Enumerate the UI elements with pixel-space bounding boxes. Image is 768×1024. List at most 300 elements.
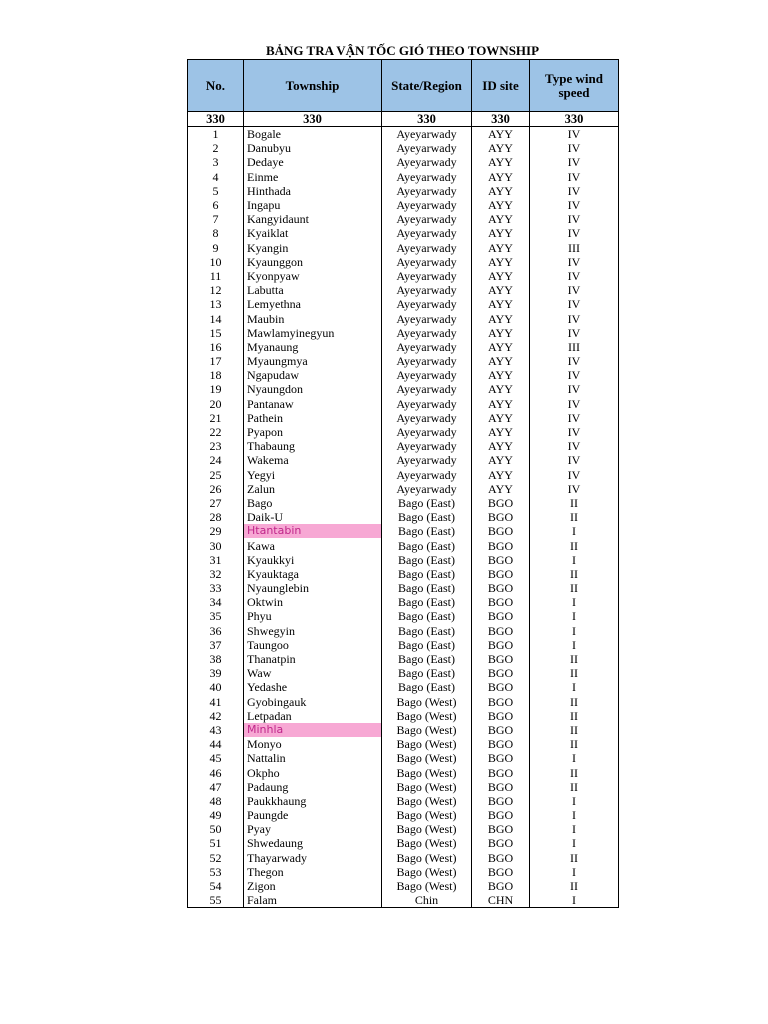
cell-type-wind-speed: IV (530, 326, 619, 340)
cell-township: Bago (244, 496, 382, 510)
cell-type-wind-speed: IV (530, 198, 619, 212)
cell-township: Padaung (244, 780, 382, 794)
table-row (188, 198, 619, 212)
table-row (188, 439, 619, 453)
cell-township: Danubyu (244, 141, 382, 155)
cell-no: 4 (188, 170, 244, 184)
cell-id-site: AYY (472, 283, 530, 297)
cell-no: 51 (188, 836, 244, 850)
cell-type-wind-speed: I (530, 836, 619, 850)
cell-township: Zalun (244, 482, 382, 496)
cell-no: 6 (188, 198, 244, 212)
cell-state-region: Bago (East) (382, 666, 472, 680)
cell-id-site: BGO (472, 794, 530, 808)
cell-state-region: Ayeyarwady (382, 127, 472, 142)
cell-id-site: BGO (472, 695, 530, 709)
cell-id-site: AYY (472, 241, 530, 255)
table-row (188, 155, 619, 169)
cell-township: Kyaiklat (244, 226, 382, 240)
cell-type-wind-speed: I (530, 624, 619, 638)
table-row (188, 127, 619, 142)
table-row (188, 311, 619, 325)
cell-id-site: AYY (472, 482, 530, 496)
table-row (188, 241, 619, 255)
cell-state-region: Bago (East) (382, 567, 472, 581)
cell-state-region: Ayeyarwady (382, 468, 472, 482)
cell-township: Ingapu (244, 198, 382, 212)
cell-state-region: Bago (East) (382, 524, 472, 538)
cell-id-site: BGO (472, 865, 530, 879)
cell-state-region: Ayeyarwady (382, 340, 472, 354)
cell-id-site: BGO (472, 780, 530, 794)
cell-id-site: AYY (472, 439, 530, 453)
cell-township: Nyaungdon (244, 382, 382, 396)
cell-type-wind-speed: IV (530, 141, 619, 155)
cell-state-region: Bago (East) (382, 595, 472, 609)
header-state-region: State/Region (382, 60, 472, 112)
table-row (188, 723, 619, 737)
cell-township: Thegon (244, 865, 382, 879)
cell-id-site: AYY (472, 326, 530, 340)
cell-township: Labutta (244, 283, 382, 297)
cell-no: 54 (188, 879, 244, 893)
cell-township: Falam (244, 893, 382, 908)
cell-township: Wakema (244, 453, 382, 467)
cell-id-site: AYY (472, 368, 530, 382)
cell-type-wind-speed: II (530, 695, 619, 709)
cell-id-site: BGO (472, 822, 530, 836)
cell-no: 24 (188, 453, 244, 467)
cell-no: 19 (188, 382, 244, 396)
cell-township: Oktwin (244, 595, 382, 609)
header-row (188, 60, 619, 112)
cell-no: 43 (188, 723, 244, 737)
cell-no: 29 (188, 524, 244, 538)
cell-state-region: Ayeyarwady (382, 411, 472, 425)
table-row (188, 184, 619, 198)
cell-id-site: BGO (472, 609, 530, 623)
cell-type-wind-speed: I (530, 808, 619, 822)
table-row (188, 609, 619, 623)
table-row (188, 453, 619, 467)
cell-township: Kangyidaunt (244, 212, 382, 226)
cell-township: Einme (244, 170, 382, 184)
cell-state-region: Bago (West) (382, 879, 472, 893)
header-id-site: ID site (472, 60, 530, 112)
cell-type-wind-speed: IV (530, 283, 619, 297)
cell-no: 48 (188, 794, 244, 808)
cell-state-region: Bago (West) (382, 723, 472, 737)
totals-row (188, 112, 619, 127)
cell-township: Myanaung (244, 340, 382, 354)
cell-id-site: AYY (472, 425, 530, 439)
cell-state-region: Bago (West) (382, 822, 472, 836)
cell-township: Pyay (244, 822, 382, 836)
cell-type-wind-speed: IV (530, 425, 619, 439)
cell-id-site: BGO (472, 496, 530, 510)
cell-no: 8 (188, 226, 244, 240)
cell-no: 34 (188, 595, 244, 609)
cell-id-site: AYY (472, 340, 530, 354)
table-row (188, 624, 619, 638)
cell-type-wind-speed: IV (530, 453, 619, 467)
cell-id-site: AYY (472, 382, 530, 396)
cell-township: Bogale (244, 127, 382, 142)
cell-township: Thabaung (244, 439, 382, 453)
wind-speed-table (187, 59, 619, 908)
table-row (188, 141, 619, 155)
cell-id-site: BGO (472, 751, 530, 765)
total-type: 330 (530, 112, 619, 127)
cell-id-site: AYY (472, 411, 530, 425)
table-row (188, 695, 619, 709)
cell-id-site: AYY (472, 453, 530, 467)
cell-township: Pyapon (244, 425, 382, 439)
cell-state-region: Ayeyarwady (382, 269, 472, 283)
cell-id-site: BGO (472, 652, 530, 666)
cell-no: 23 (188, 439, 244, 453)
table-row (188, 553, 619, 567)
cell-state-region: Bago (East) (382, 680, 472, 694)
table-row (188, 340, 619, 354)
cell-id-site: AYY (472, 155, 530, 169)
cell-no: 5 (188, 184, 244, 198)
cell-state-region: Ayeyarwady (382, 311, 472, 325)
total-no: 330 (188, 112, 244, 127)
cell-township: Taungoo (244, 638, 382, 652)
cell-state-region: Ayeyarwady (382, 184, 472, 198)
cell-state-region: Bago (East) (382, 553, 472, 567)
cell-type-wind-speed: II (530, 652, 619, 666)
cell-state-region: Bago (West) (382, 695, 472, 709)
cell-id-site: AYY (472, 311, 530, 325)
header-type-wind-speed: Type wind speed (530, 60, 619, 112)
cell-type-wind-speed: III (530, 241, 619, 255)
table-row (188, 808, 619, 822)
cell-no: 12 (188, 283, 244, 297)
cell-id-site: AYY (472, 141, 530, 155)
cell-state-region: Bago (West) (382, 836, 472, 850)
table-row (188, 893, 619, 908)
cell-type-wind-speed: II (530, 765, 619, 779)
cell-township: Lemyethna (244, 297, 382, 311)
cell-id-site: BGO (472, 624, 530, 638)
cell-no: 27 (188, 496, 244, 510)
cell-id-site: BGO (472, 595, 530, 609)
cell-id-site: AYY (472, 184, 530, 198)
cell-township: Waw (244, 666, 382, 680)
cell-no: 28 (188, 510, 244, 524)
cell-no: 18 (188, 368, 244, 382)
cell-type-wind-speed: IV (530, 212, 619, 226)
cell-id-site: BGO (472, 666, 530, 680)
table-row (188, 638, 619, 652)
cell-type-wind-speed: I (530, 680, 619, 694)
table-row (188, 709, 619, 723)
cell-no: 10 (188, 255, 244, 269)
cell-type-wind-speed: II (530, 496, 619, 510)
cell-no: 46 (188, 765, 244, 779)
cell-type-wind-speed: I (530, 553, 619, 567)
table-row (188, 581, 619, 595)
table-row (188, 297, 619, 311)
cell-no: 16 (188, 340, 244, 354)
cell-id-site: AYY (472, 255, 530, 269)
cell-no: 45 (188, 751, 244, 765)
cell-id-site: BGO (472, 538, 530, 552)
cell-no: 37 (188, 638, 244, 652)
cell-type-wind-speed: IV (530, 468, 619, 482)
table-row (188, 538, 619, 552)
cell-type-wind-speed: I (530, 865, 619, 879)
table-row (188, 496, 619, 510)
cell-state-region: Bago (West) (382, 751, 472, 765)
cell-no: 22 (188, 425, 244, 439)
table-row (188, 524, 619, 538)
cell-id-site: BGO (472, 524, 530, 538)
cell-id-site: BGO (472, 553, 530, 567)
cell-id-site: AYY (472, 170, 530, 184)
table-row (188, 226, 619, 240)
cell-state-region: Ayeyarwady (382, 212, 472, 226)
cell-township: Pantanaw (244, 397, 382, 411)
total-id: 330 (472, 112, 530, 127)
cell-state-region: Ayeyarwady (382, 226, 472, 240)
table-header (188, 60, 619, 112)
cell-state-region: Ayeyarwady (382, 155, 472, 169)
cell-type-wind-speed: IV (530, 170, 619, 184)
cell-type-wind-speed: IV (530, 226, 619, 240)
cell-township: Kyaukkyi (244, 553, 382, 567)
table-row (188, 255, 619, 269)
table-row (188, 851, 619, 865)
cell-state-region: Ayeyarwady (382, 326, 472, 340)
cell-state-region: Bago (West) (382, 780, 472, 794)
cell-type-wind-speed: III (530, 340, 619, 354)
cell-no: 41 (188, 695, 244, 709)
cell-no: 52 (188, 851, 244, 865)
cell-id-site: AYY (472, 397, 530, 411)
table-row (188, 269, 619, 283)
cell-state-region: Ayeyarwady (382, 297, 472, 311)
cell-no: 55 (188, 893, 244, 908)
cell-no: 49 (188, 808, 244, 822)
table-row (188, 595, 619, 609)
table-row (188, 283, 619, 297)
cell-type-wind-speed: I (530, 609, 619, 623)
cell-township: Nattalin (244, 751, 382, 765)
cell-no: 15 (188, 326, 244, 340)
cell-state-region: Bago (East) (382, 581, 472, 595)
cell-no: 36 (188, 624, 244, 638)
cell-type-wind-speed: II (530, 737, 619, 751)
cell-no: 1 (188, 127, 244, 142)
cell-id-site: BGO (472, 680, 530, 694)
cell-no: 13 (188, 297, 244, 311)
cell-state-region: Ayeyarwady (382, 198, 472, 212)
cell-id-site: BGO (472, 737, 530, 751)
table-row (188, 411, 619, 425)
cell-state-region: Ayeyarwady (382, 382, 472, 396)
cell-type-wind-speed: I (530, 751, 619, 765)
cell-no: 30 (188, 538, 244, 552)
cell-state-region: Ayeyarwady (382, 283, 472, 297)
table-row (188, 354, 619, 368)
cell-township: Paukkhaung (244, 794, 382, 808)
cell-type-wind-speed: IV (530, 255, 619, 269)
cell-no: 14 (188, 311, 244, 325)
cell-township: Monyo (244, 737, 382, 751)
cell-id-site: AYY (472, 297, 530, 311)
cell-state-region: Bago (West) (382, 765, 472, 779)
cell-no: 17 (188, 354, 244, 368)
cell-state-region: Bago (East) (382, 538, 472, 552)
cell-type-wind-speed: IV (530, 411, 619, 425)
cell-state-region: Ayeyarwady (382, 425, 472, 439)
cell-id-site: BGO (472, 723, 530, 737)
cell-type-wind-speed: II (530, 851, 619, 865)
cell-no: 35 (188, 609, 244, 623)
cell-state-region: Bago (West) (382, 709, 472, 723)
cell-state-region: Chin (382, 893, 472, 908)
cell-type-wind-speed: IV (530, 297, 619, 311)
cell-state-region: Ayeyarwady (382, 368, 472, 382)
cell-state-region: Bago (West) (382, 794, 472, 808)
cell-township: Kyauktaga (244, 567, 382, 581)
cell-id-site: BGO (472, 709, 530, 723)
cell-id-site: BGO (472, 879, 530, 893)
cell-no: 21 (188, 411, 244, 425)
cell-township: Myaungmya (244, 354, 382, 368)
header-no: No. (188, 60, 244, 112)
cell-type-wind-speed: IV (530, 482, 619, 496)
cell-type-wind-speed: I (530, 893, 619, 908)
cell-id-site: AYY (472, 354, 530, 368)
cell-id-site: BGO (472, 638, 530, 652)
cell-type-wind-speed: IV (530, 354, 619, 368)
cell-type-wind-speed: II (530, 567, 619, 581)
cell-state-region: Ayeyarwady (382, 241, 472, 255)
cell-type-wind-speed: IV (530, 397, 619, 411)
table-row (188, 212, 619, 226)
table-row (188, 425, 619, 439)
cell-state-region: Bago (East) (382, 510, 472, 524)
cell-state-region: Bago (West) (382, 851, 472, 865)
cell-type-wind-speed: II (530, 723, 619, 737)
cell-type-wind-speed: II (530, 510, 619, 524)
cell-state-region: Bago (West) (382, 865, 472, 879)
cell-state-region: Ayeyarwady (382, 255, 472, 269)
cell-township: Htantabin (244, 524, 382, 538)
cell-type-wind-speed: II (530, 879, 619, 893)
cell-state-region: Ayeyarwady (382, 354, 472, 368)
cell-no: 50 (188, 822, 244, 836)
cell-id-site: BGO (472, 765, 530, 779)
cell-township: Pathein (244, 411, 382, 425)
cell-id-site: BGO (472, 581, 530, 595)
table-row (188, 666, 619, 680)
cell-type-wind-speed: II (530, 780, 619, 794)
cell-township: Kyaunggon (244, 255, 382, 269)
cell-type-wind-speed: IV (530, 439, 619, 453)
cell-no: 39 (188, 666, 244, 680)
table-row (188, 822, 619, 836)
table-row (188, 510, 619, 524)
cell-id-site: AYY (472, 198, 530, 212)
cell-township: Kyangin (244, 241, 382, 255)
cell-township: Paungde (244, 808, 382, 822)
table-row (188, 680, 619, 694)
table-row (188, 780, 619, 794)
cell-township: Yedashe (244, 680, 382, 694)
cell-type-wind-speed: I (530, 638, 619, 652)
cell-type-wind-speed: I (530, 524, 619, 538)
table-row (188, 482, 619, 496)
cell-type-wind-speed: II (530, 709, 619, 723)
cell-state-region: Bago (East) (382, 638, 472, 652)
cell-state-region: Ayeyarwady (382, 482, 472, 496)
cell-township: Shwegyin (244, 624, 382, 638)
cell-township: Thanatpin (244, 652, 382, 666)
cell-township: Zigon (244, 879, 382, 893)
cell-id-site: AYY (472, 226, 530, 240)
cell-township: Daik-U (244, 510, 382, 524)
cell-township: Okpho (244, 765, 382, 779)
table-row (188, 751, 619, 765)
cell-township: Kawa (244, 538, 382, 552)
cell-no: 3 (188, 155, 244, 169)
cell-no: 47 (188, 780, 244, 794)
table-row (188, 368, 619, 382)
cell-no: 40 (188, 680, 244, 694)
cell-id-site: BGO (472, 851, 530, 865)
cell-township: Shwedaung (244, 836, 382, 850)
cell-township: Thayarwady (244, 851, 382, 865)
table-row (188, 397, 619, 411)
cell-township: Phyu (244, 609, 382, 623)
cell-township: Gyobingauk (244, 695, 382, 709)
cell-no: 31 (188, 553, 244, 567)
cell-type-wind-speed: IV (530, 311, 619, 325)
cell-township: Maubin (244, 311, 382, 325)
table-row (188, 170, 619, 184)
table-row (188, 737, 619, 751)
cell-id-site: BGO (472, 836, 530, 850)
cell-no: 42 (188, 709, 244, 723)
table-row (188, 326, 619, 340)
cell-no: 25 (188, 468, 244, 482)
cell-township: Hinthada (244, 184, 382, 198)
cell-type-wind-speed: IV (530, 155, 619, 169)
cell-id-site: AYY (472, 212, 530, 226)
cell-id-site: AYY (472, 468, 530, 482)
cell-state-region: Bago (West) (382, 737, 472, 751)
cell-type-wind-speed: II (530, 666, 619, 680)
cell-township: Ngapudaw (244, 368, 382, 382)
cell-state-region: Bago (East) (382, 624, 472, 638)
table-row (188, 836, 619, 850)
cell-no: 44 (188, 737, 244, 751)
cell-state-region: Ayeyarwady (382, 397, 472, 411)
cell-no: 11 (188, 269, 244, 283)
cell-state-region: Bago (East) (382, 609, 472, 623)
cell-type-wind-speed: I (530, 794, 619, 808)
cell-id-site: AYY (472, 269, 530, 283)
table-row (188, 652, 619, 666)
cell-type-wind-speed: IV (530, 184, 619, 198)
table-row (188, 765, 619, 779)
table-row (188, 567, 619, 581)
